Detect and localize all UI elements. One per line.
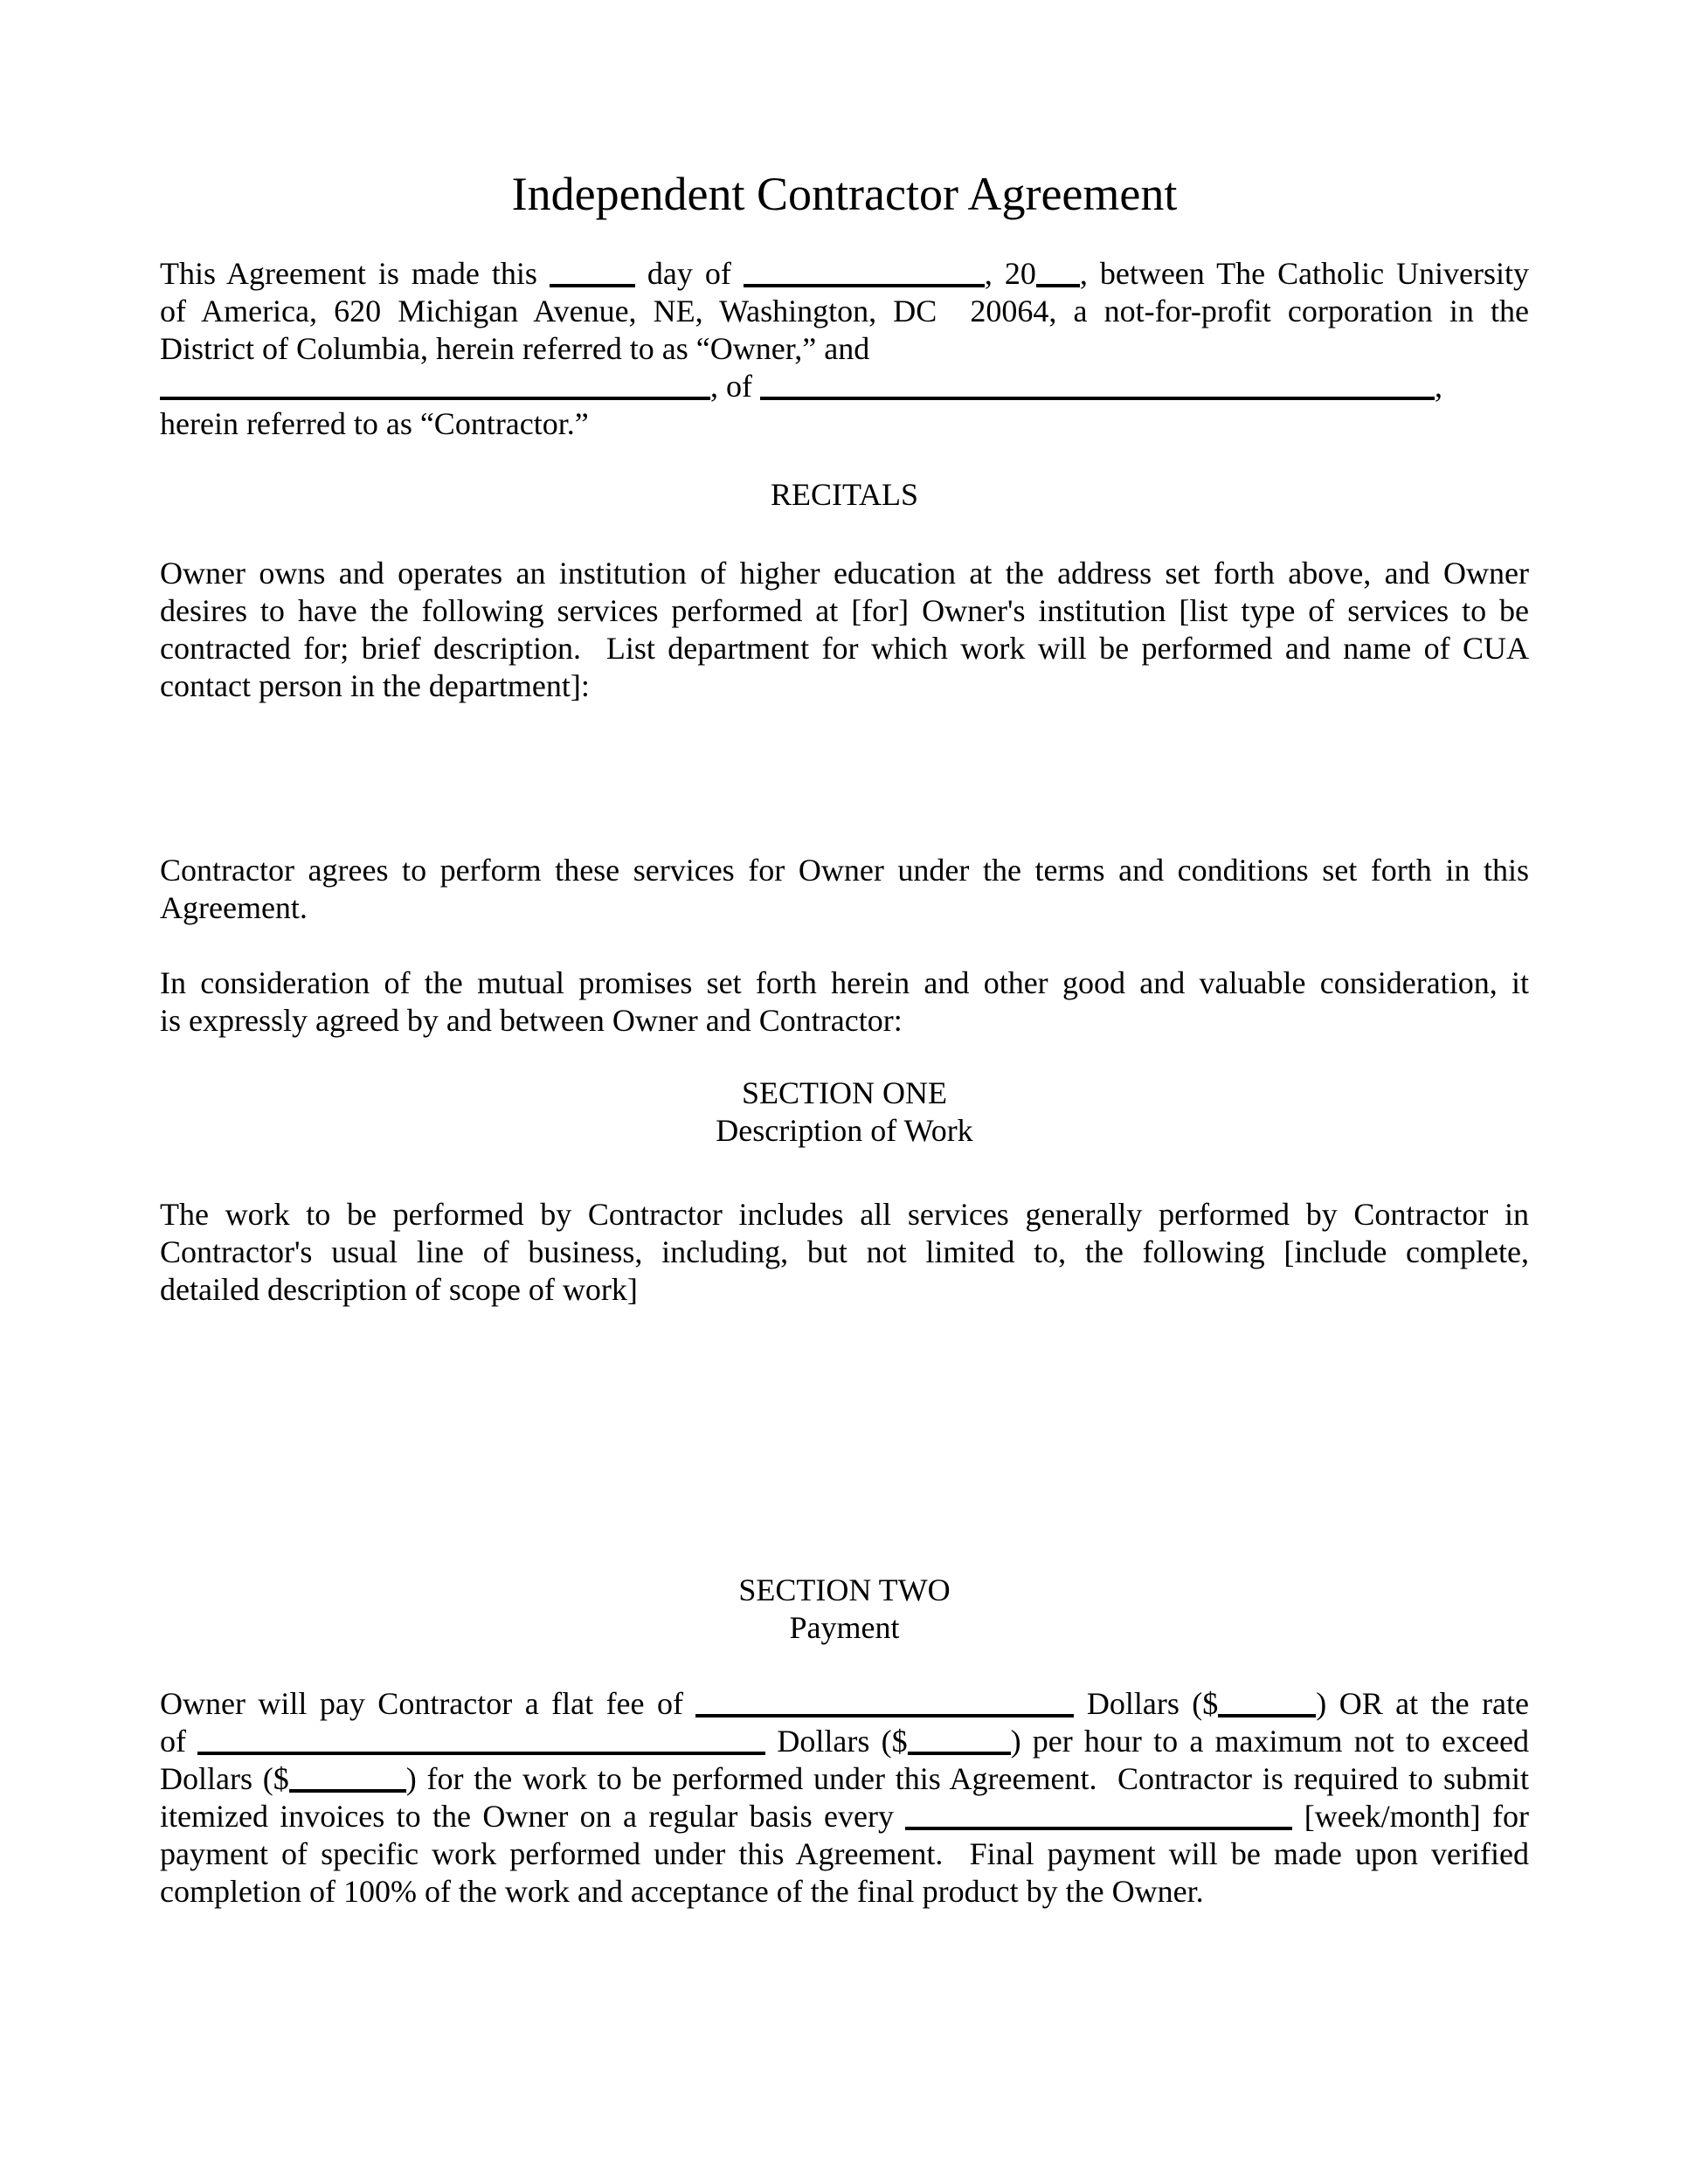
text-run: , of xyxy=(710,369,760,404)
text-run: contact person in the department]: xyxy=(160,668,590,703)
recitals-heading: RECITALS xyxy=(770,477,919,512)
text-run: Agreement. xyxy=(160,890,308,925)
text-run: Contractor agrees to perform these services for Owner under the terms and conditions set forth in this xyxy=(160,853,1529,888)
document-line xyxy=(160,852,1529,889)
document-line xyxy=(160,1002,1529,1040)
document-line xyxy=(160,889,1529,927)
section-two-heading: SECTION TWO xyxy=(738,1572,951,1607)
document-line xyxy=(160,630,1529,667)
text-run: contracted for; brief description. List department for which work will be performed and name of CUA xyxy=(160,631,1529,666)
text-run: of xyxy=(160,1724,198,1759)
section-two-heading-group xyxy=(160,1572,1529,1647)
fill-in-blank xyxy=(905,1818,1292,1830)
fill-in-blank xyxy=(744,275,985,287)
fill-in-blank xyxy=(908,1743,1011,1755)
section-one-heading: SECTION ONE xyxy=(742,1075,947,1110)
contractor-agrees-paragraph xyxy=(160,852,1529,927)
text-run: District of Columbia, herein referred to as “Owner,” and xyxy=(160,331,870,366)
intro-paragraph xyxy=(160,255,1529,443)
payment-paragraph xyxy=(160,1685,1529,1911)
section-one-subheading: Description of Work xyxy=(716,1113,973,1148)
text-run: Dollars ($ xyxy=(160,1761,289,1796)
text-run: [week/month] for xyxy=(1292,1799,1529,1834)
document-line xyxy=(160,667,1529,705)
document-line xyxy=(160,592,1529,630)
fill-in-blank xyxy=(695,1705,1074,1717)
text-run: desires to have the following services performed at [for] Owner's institution [list type of services to be xyxy=(160,593,1529,628)
fill-in-blank xyxy=(289,1780,406,1793)
text-run: , between The Catholic University xyxy=(1079,256,1529,291)
document-line xyxy=(160,1798,1529,1835)
fill-in-blank xyxy=(197,1743,765,1755)
document-line xyxy=(160,255,1529,293)
document-line xyxy=(160,1685,1529,1723)
text-run: ) for the work to be performed under this Agreement. Contractor is required to submit xyxy=(405,1761,1529,1796)
text-run: of America, 620 Michigan Avenue, NE, Washington, DC 20064, a not-for-profit corporation in the xyxy=(160,294,1529,328)
text-run: Dollars ($ xyxy=(1074,1686,1219,1721)
fill-in-blank xyxy=(1218,1705,1316,1717)
section-one-heading-group xyxy=(160,1075,1529,1150)
text-run: , 20 xyxy=(984,256,1036,291)
text-run: detailed description of scope of work] xyxy=(160,1272,638,1307)
document-line xyxy=(160,1271,1529,1309)
document-line xyxy=(160,330,1529,368)
document-line xyxy=(160,1196,1529,1234)
document-line xyxy=(160,368,1529,405)
text-run: Owner will pay Contractor a flat fee of xyxy=(160,1686,696,1721)
document-line xyxy=(160,1873,1529,1911)
text-run: Contractor's usual line of business, including, but not limited to, the following [include complete, xyxy=(160,1234,1529,1269)
document-line xyxy=(160,555,1529,592)
text-run: completion of 100% of the work and acceptance of the final product by the Owner. xyxy=(160,1874,1204,1909)
text-run: itemized invoices to the Owner on a regular basis every xyxy=(160,1799,906,1834)
text-run: payment of specific work performed under this Agreement. Final payment will be made upon verified xyxy=(160,1836,1529,1871)
text-run: day of xyxy=(634,256,744,291)
text-run: herein referred to as “Contractor.” xyxy=(160,406,589,441)
fill-in-blank xyxy=(160,388,710,400)
text-run: Owner owns and operates an institution of higher education at the address set forth above, and Owner xyxy=(160,556,1529,591)
document-line xyxy=(160,1723,1529,1760)
document-line xyxy=(160,1760,1529,1798)
text-run: The work to be performed by Contractor includes all services generally performed by Contractor in xyxy=(160,1197,1529,1232)
recitals-paragraph xyxy=(160,555,1529,705)
text-run: Dollars ($ xyxy=(765,1724,908,1759)
text-run: , xyxy=(1435,369,1442,404)
text-run: In consideration of the mutual promises set forth herein and other good and valuable consideration, it xyxy=(160,965,1529,1000)
document-line xyxy=(160,964,1529,1002)
consideration-paragraph xyxy=(160,964,1529,1040)
text-run: ) OR at the rate xyxy=(1316,1686,1529,1721)
document-line xyxy=(160,1835,1529,1873)
document-line xyxy=(160,1234,1529,1271)
text-run: is expressly agreed by and between Owner and Contractor: xyxy=(160,1003,903,1038)
document-title: Independent Contractor Agreement xyxy=(511,168,1178,220)
fill-in-blank xyxy=(760,388,1435,400)
fill-in-blank xyxy=(1036,275,1080,287)
text-run: ) per hour to a maximum not to exceed xyxy=(1010,1724,1529,1759)
section-two-subheading: Payment xyxy=(789,1610,900,1645)
fill-in-blank xyxy=(550,275,635,287)
text-run: This Agreement is made this xyxy=(160,256,550,291)
description-of-work-paragraph xyxy=(160,1196,1529,1309)
document-line xyxy=(160,405,1529,443)
document-line xyxy=(160,293,1529,330)
